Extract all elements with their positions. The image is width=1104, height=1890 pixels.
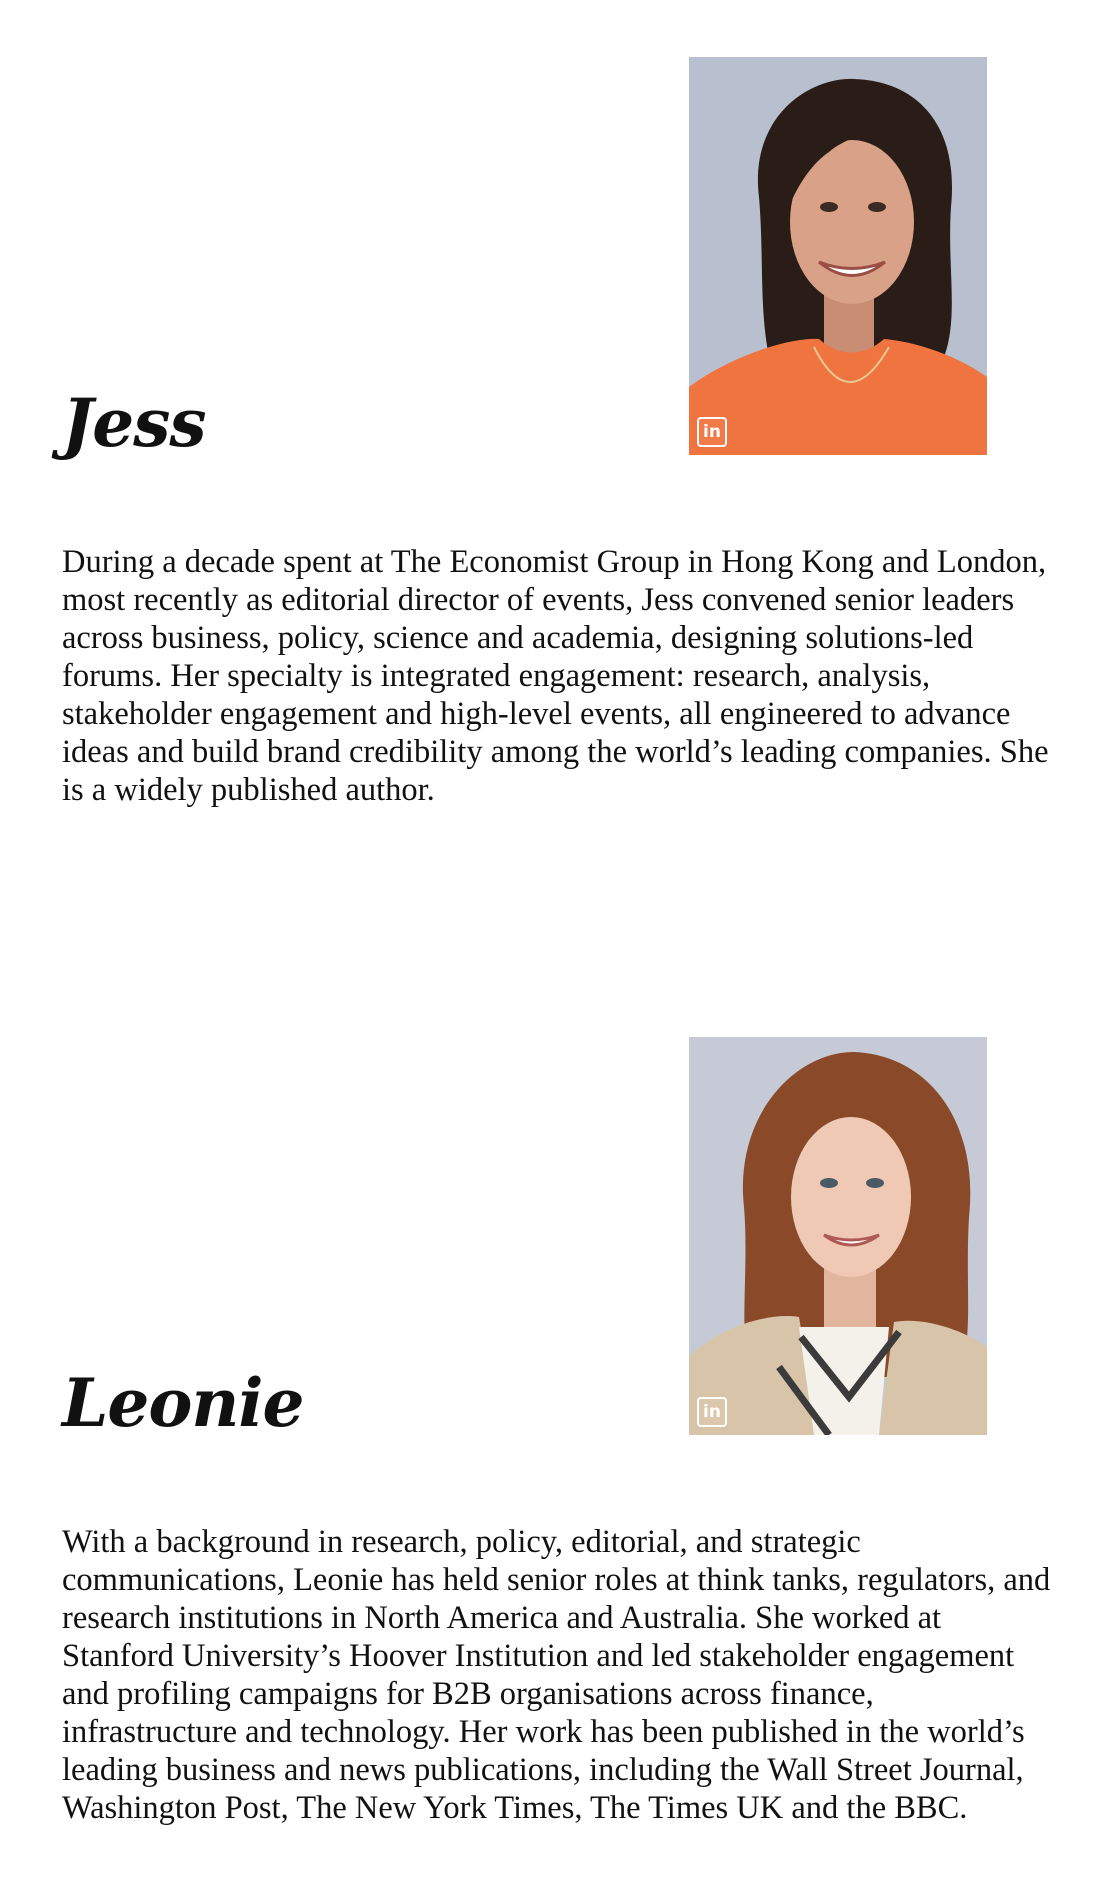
portrait-image [689,1037,987,1435]
profile-bio: During a decade spent at The Economist Group in Hong Kong and London, most recently as editorial director of events, Jess convened senior leaders across business, policy, science and academia, designing solutions-led forums. Her specialty is integrated engagement: research, analysis, stakeholder engagement and high-level events, all engineered to advance ideas and build brand credibility among the world’s leading companies. She is a widely published author. [62,544,1049,808]
profile-bio: With a background in research, policy, editorial, and strategic communications, Leonie has held senior roles at think tanks, regulators, and research institutions in North America and Australia. She worked at Stanford University’s Hoover Institution and led stakeholder engagement and profiling campaigns for B2B organisations across finance, infrastructure and technology. Her work has been published in the world’s leading business and news publications, including the Wall Street Journal, Washington Post, The New York Times, The Times UK and the BBC. [62,1524,1051,1826]
linkedin-icon[interactable]: in [697,1397,727,1427]
profile-name: Jess [62,384,206,462]
profile-photo [689,1037,987,1435]
linkedin-icon[interactable]: in [697,417,727,447]
portrait-image [689,57,987,455]
profile-photo [689,57,987,455]
profile-name: Leonie [62,1364,304,1442]
